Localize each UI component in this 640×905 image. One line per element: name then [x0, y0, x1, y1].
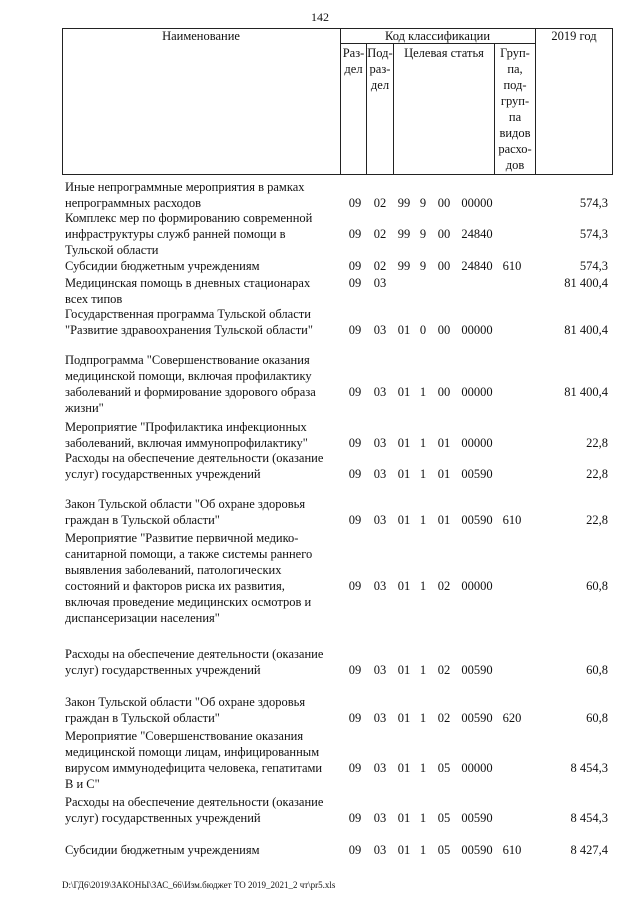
code-t2: 1: [419, 513, 427, 527]
header-subsection: Под- раз- дел: [367, 46, 393, 92]
code-t3: 02: [437, 579, 451, 593]
code-t4: 00000: [461, 385, 493, 399]
code-t1: 99: [397, 259, 411, 273]
code-rz: 09: [348, 663, 362, 677]
code-rz: 09: [348, 711, 362, 725]
code-t2: 1: [419, 467, 427, 481]
code-pr: 03: [373, 385, 387, 399]
code-t4: 00590: [461, 467, 493, 481]
row-amount: 22,8: [586, 436, 608, 450]
row-amount: 22,8: [586, 513, 608, 527]
code-t4: 00590: [461, 513, 493, 527]
code-rz: 09: [348, 259, 362, 273]
code-pr: 03: [373, 761, 387, 775]
row-name: Государственная программа Тульской области "Развитие здравоохранения Тульской области": [65, 307, 313, 337]
code-pr: 02: [373, 259, 387, 273]
code-t1: 01: [397, 323, 411, 337]
code-t2: 1: [419, 711, 427, 725]
code-rz: 09: [348, 385, 362, 399]
row-amount: 81 400,4: [564, 323, 608, 337]
code-t2: 1: [419, 663, 427, 677]
code-t3: 00: [437, 196, 451, 210]
code-t4: 00000: [461, 761, 493, 775]
code-t4: 00000: [461, 579, 493, 593]
code-t2: 9: [419, 196, 427, 210]
row-name: Комплекс мер по формированию современной инфраструктуры служб ранней помощи в Тульской области: [65, 211, 313, 257]
code-pr: 03: [373, 467, 387, 481]
code-t3: 05: [437, 843, 451, 857]
code-t2: 1: [419, 579, 427, 593]
code-rz: 09: [348, 579, 362, 593]
code-t4: 00000: [461, 323, 493, 337]
code-t2: 9: [419, 227, 427, 241]
code-t1: 01: [397, 513, 411, 527]
row-amount: 60,8: [586, 663, 608, 677]
page-number: 142: [311, 10, 329, 24]
code-vr: 610: [502, 259, 522, 273]
code-pr: 02: [373, 227, 387, 241]
code-rz: 09: [348, 513, 362, 527]
header-year: 2019 год: [551, 29, 597, 43]
row-name: Мероприятие "Совершенствование оказания медицинской помощи лицам, инфицированным вирусом иммунодефицита человека, гепатитами В и С": [65, 729, 323, 791]
code-t1: 01: [397, 385, 411, 399]
row-name: Расходы на обеспечение деятельности (оказание услуг) государственных учреждений: [65, 451, 324, 481]
file-path-footer: D:\ГД6\2019\ЗАКОНЫ\ЗАС_66\Изм.бюджет ТО 2019_2021_2 чт\pr5.xls: [62, 880, 336, 890]
code-pr: 03: [373, 663, 387, 677]
code-pr: 03: [373, 276, 387, 290]
row-name: Закон Тульской области "Об охране здоровья граждан в Тульской области": [65, 695, 306, 725]
code-t1: 01: [397, 711, 411, 725]
row-name: Медицинская помощь в дневных стационарах всех типов: [65, 276, 311, 306]
code-t3: 02: [437, 663, 451, 677]
code-t1: 01: [397, 663, 411, 677]
code-t1: 01: [397, 467, 411, 481]
code-t1: 01: [397, 843, 411, 857]
code-t2: 1: [419, 385, 427, 399]
row-amount: 574,3: [579, 196, 608, 210]
code-rz: 09: [348, 467, 362, 481]
code-t2: 0: [419, 323, 427, 337]
row-name: Субсидии бюджетным учреждениям: [65, 843, 260, 857]
code-t3: 00: [437, 323, 451, 337]
code-t1: 01: [397, 761, 411, 775]
row-name: Мероприятие "Развитие первичной медико- санитарной помощи, а также системы раннего выявления заболеваний, патологических состояний и факторов риска их развития, включая проведение медицинских осмотров и диспансеризации населения": [65, 531, 313, 625]
code-t3: 00: [437, 227, 451, 241]
code-vr: 610: [502, 843, 522, 857]
code-t4: 24840: [461, 259, 493, 273]
row-amount: 81 400,4: [564, 276, 608, 290]
code-t4: 00590: [461, 811, 493, 825]
code-t3: 01: [437, 467, 451, 481]
code-pr: 03: [373, 323, 387, 337]
row-amount: 60,8: [586, 711, 608, 725]
code-pr: 03: [373, 436, 387, 450]
header-classification: Код классификации: [384, 29, 491, 43]
code-t3: 05: [437, 811, 451, 825]
code-t4: 00000: [461, 436, 493, 450]
code-t1: 01: [397, 436, 411, 450]
header-section: Раз- дел: [342, 46, 365, 76]
row-amount: 8 427,4: [570, 843, 608, 857]
code-rz: 09: [348, 811, 362, 825]
row-name: Мероприятие "Профилактика инфекционных заболеваний, включая иммунопрофилактику": [65, 420, 308, 450]
code-t4: 00590: [461, 663, 493, 677]
code-t3: 01: [437, 436, 451, 450]
code-rz: 09: [348, 196, 362, 210]
code-t4: 00590: [461, 843, 493, 857]
code-pr: 03: [373, 513, 387, 527]
row-amount: 60,8: [586, 579, 608, 593]
code-vr: 620: [502, 711, 522, 725]
code-t3: 05: [437, 761, 451, 775]
row-name: Расходы на обеспечение деятельности (оказание услуг) государственных учреждений: [65, 795, 324, 825]
row-amount: 574,3: [579, 227, 608, 241]
code-t1: 99: [397, 227, 411, 241]
code-t4: 24840: [461, 227, 493, 241]
code-vr: 610: [502, 513, 522, 527]
code-t1: 99: [397, 196, 411, 210]
row-name: Расходы на обеспечение деятельности (оказание услуг) государственных учреждений: [65, 647, 324, 677]
code-rz: 09: [348, 761, 362, 775]
code-pr: 02: [373, 196, 387, 210]
code-t3: 02: [437, 711, 451, 725]
row-amount: 574,3: [579, 259, 608, 273]
row-amount: 8 454,3: [570, 761, 608, 775]
code-rz: 09: [348, 843, 362, 857]
row-name: Субсидии бюджетным учреждениям: [65, 259, 260, 273]
header-group: Груп- па, под- груп- па видов расхо- дов: [498, 46, 532, 172]
code-t2: 1: [419, 761, 427, 775]
row-amount: 8 454,3: [570, 811, 608, 825]
code-t1: 01: [397, 579, 411, 593]
code-t1: 01: [397, 811, 411, 825]
row-name: Иные непрограммные мероприятия в рамках непрограммных расходов: [65, 180, 305, 210]
table-header: [62, 28, 613, 175]
code-t2: 1: [419, 811, 427, 825]
code-pr: 03: [373, 811, 387, 825]
code-t3: 01: [437, 513, 451, 527]
code-t2: 1: [419, 843, 427, 857]
row-amount: 22,8: [586, 467, 608, 481]
code-rz: 09: [348, 276, 362, 290]
row-amount: 81 400,4: [564, 385, 608, 399]
row-name: Подпрограмма "Совершенствование оказания медицинской помощи, включая профилактику заболеваний и формирование здорового образа жизни": [65, 353, 316, 415]
code-rz: 09: [348, 323, 362, 337]
code-pr: 03: [373, 843, 387, 857]
code-pr: 03: [373, 711, 387, 725]
code-t3: 00: [437, 385, 451, 399]
code-t4: 00590: [461, 711, 493, 725]
code-rz: 09: [348, 227, 362, 241]
header-target: Целевая статья: [404, 46, 484, 60]
code-t3: 00: [437, 259, 451, 273]
code-rz: 09: [348, 436, 362, 450]
code-t2: 9: [419, 259, 427, 273]
code-t2: 1: [419, 436, 427, 450]
code-t4: 00000: [461, 196, 493, 210]
row-name: Закон Тульской области "Об охране здоровья граждан в Тульской области": [65, 497, 306, 527]
header-name: Наименование: [162, 29, 240, 43]
code-pr: 03: [373, 579, 387, 593]
